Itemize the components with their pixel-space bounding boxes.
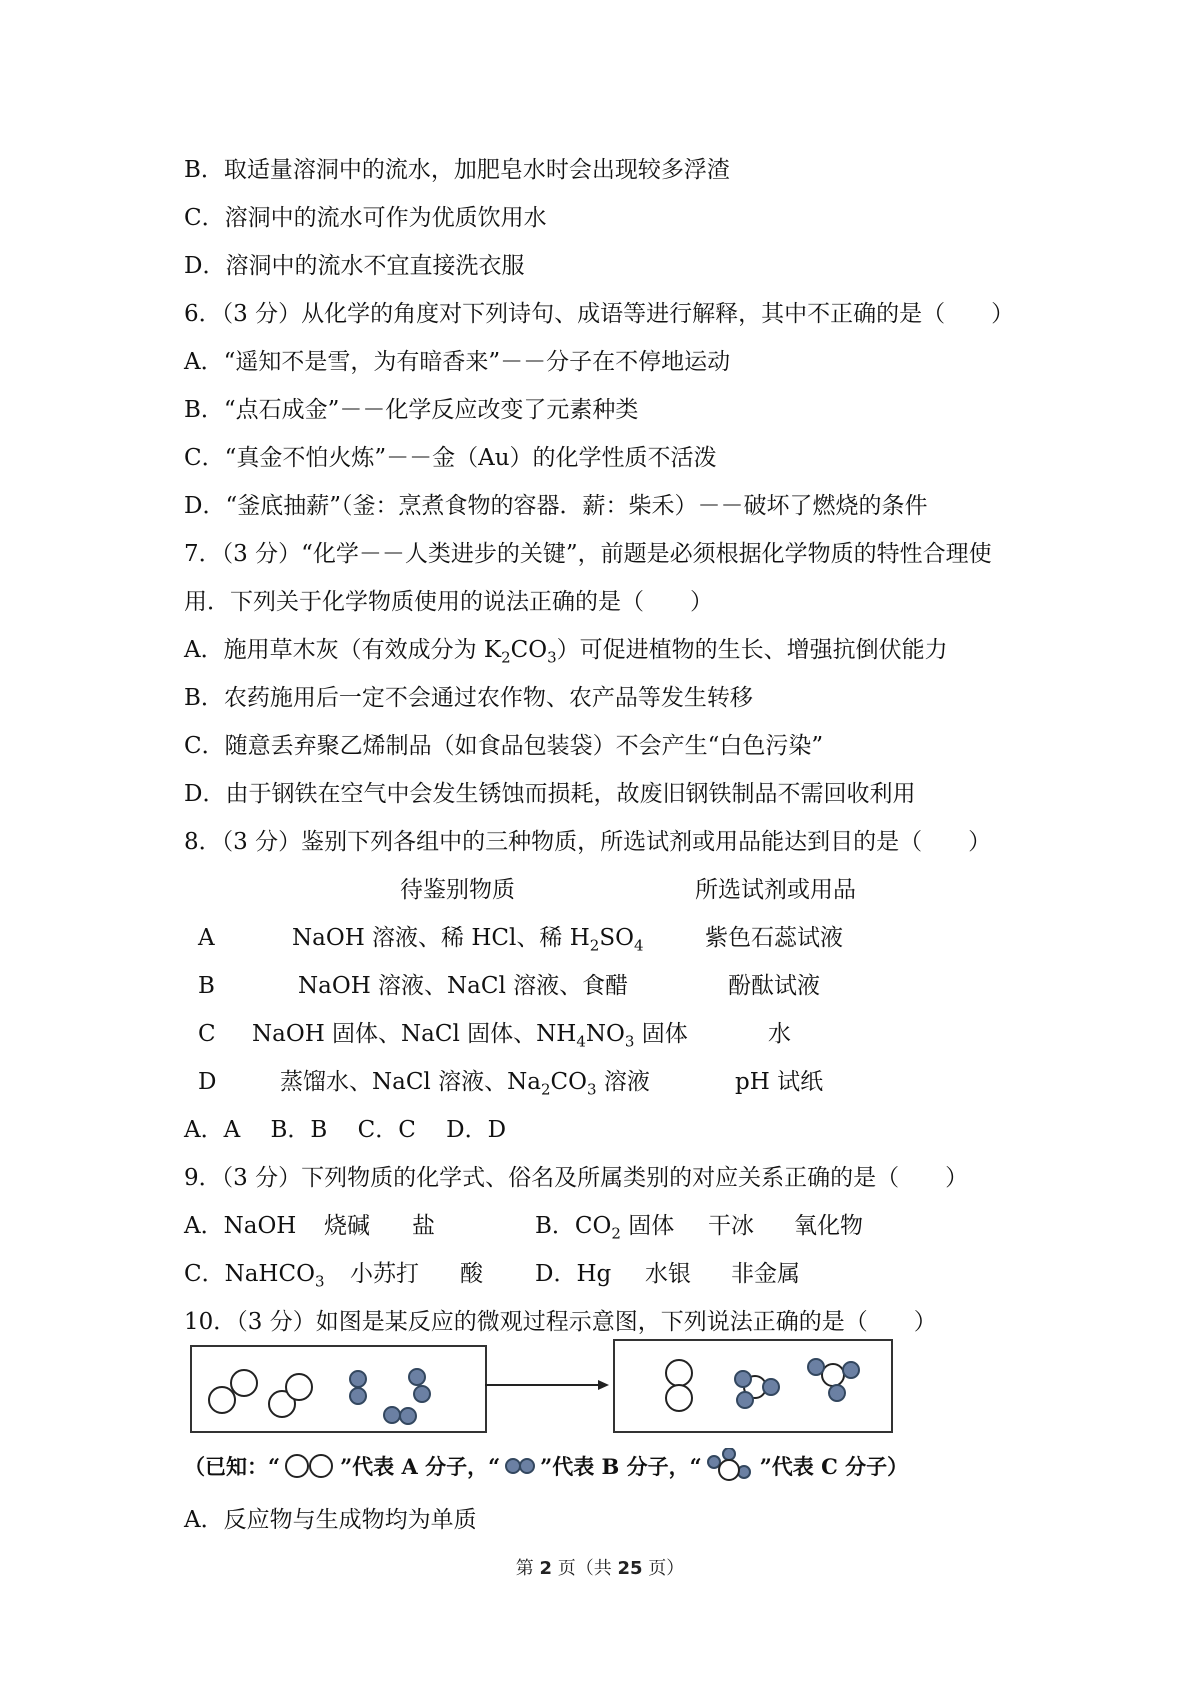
- q9-option-d-formula: D．Hg: [535, 1261, 612, 1287]
- q5-option-c: C．溶洞中的流水可作为优质饮用水: [184, 205, 547, 231]
- row-substances: NaOH 固体、NaCl 固体、$NH_4NO_3$ 固体: [252, 1021, 688, 1051]
- q6-option-c: C．“真金不怕火炼”－－金（Au）的化学性质不活泼: [184, 445, 717, 471]
- q5-option-d: D．溶洞中的流水不宜直接洗衣服: [184, 253, 525, 279]
- a-molecule-atom: [666, 1360, 692, 1386]
- row-substances: 蒸馏水、NaCl 溶液、$Na_2CO_3$ 溶液: [280, 1069, 650, 1099]
- q7-option-c: C．随意丢弃聚乙烯制品（如食品包装袋）不会产生“白色污染”: [184, 733, 824, 759]
- row-reagent: 酚酞试液: [728, 973, 820, 999]
- row-reagent: 紫色石蕊试液: [705, 925, 843, 951]
- page-total: 25: [617, 1558, 643, 1579]
- q9-option-c-class: 酸: [460, 1261, 483, 1287]
- q9-option-a-formula: A．NaOH: [184, 1213, 297, 1239]
- q9-option-d-class: 非金属: [731, 1261, 800, 1287]
- b-molecule-atom: [350, 1371, 366, 1387]
- c-molecule-outer-atom: [808, 1359, 824, 1375]
- q9-option-b-name: 干冰: [708, 1213, 754, 1239]
- header-reagent: 所选试剂或用品: [695, 877, 856, 903]
- q7-option-a: A．施用草木灰（有效成分为 $K_2CO_3$）可促进植物的生长、增强抗倒伏能力: [184, 637, 948, 667]
- row-label: C: [198, 1021, 216, 1047]
- b-molecule-atom: [409, 1369, 425, 1385]
- a-molecule-icon: [282, 1452, 338, 1480]
- row-label: B: [198, 973, 215, 999]
- q6-option-a: A．“遥知不是雪，为有暗香来”－－分子在不停地运动: [184, 349, 731, 375]
- b-molecule-atom: [350, 1388, 366, 1404]
- c-molecule-outer-atom: [735, 1371, 751, 1387]
- q7-option-b: B．农药施用后一定不会通过农作物、农产品等发生转移: [184, 685, 753, 711]
- products-box: [613, 1339, 893, 1433]
- q10-stem: 10．（3 分）如图是某反应的微观过程示意图，下列说法正确的是（ ）: [184, 1309, 937, 1335]
- row-label: A: [198, 925, 215, 951]
- page-footer: 第 2 页（共 25 页）: [515, 1558, 685, 1579]
- q7-option-d: D．由于钢铁在空气中会发生锈蚀而损耗，故废旧钢铁制品不需回收利用: [184, 781, 916, 807]
- q7-stem-line2: 用．下列关于化学物质使用的说法正确的是（ ）: [184, 589, 713, 615]
- q8-stem: 8．（3 分）鉴别下列各组中的三种物质，所选试剂或用品能达到目的是（ ）: [184, 829, 992, 855]
- q8-options: A．A B．B C．C D．D: [184, 1117, 507, 1143]
- c-molecule-outer-atom: [843, 1362, 859, 1378]
- products-molecules: [615, 1341, 891, 1431]
- q7-stem-line1: 7．（3 分）“化学－－人类进步的关键”，前题是必须根据化学物质的特性合理使: [184, 541, 992, 567]
- a-molecule-atom: [286, 1374, 312, 1400]
- a-molecule-atom: [666, 1385, 692, 1411]
- q5-option-b: B．取适量溶洞中的流水，加肥皂水时会出现较多浮渣: [184, 157, 730, 183]
- a-molecule-atom: [209, 1387, 235, 1413]
- c-molecule-center-atom: [822, 1364, 844, 1386]
- q6-stem: 6．（3 分）从化学的角度对下列诗句、成语等进行解释，其中不正确的是（ ）: [184, 301, 1015, 327]
- page-number: 2: [539, 1558, 552, 1579]
- q9-option-c-formula: C．NaHCO$_3$: [184, 1261, 325, 1291]
- q9-option-b-formula: B．$CO_2$ 固体: [535, 1213, 675, 1243]
- c-molecule-icon: [704, 1448, 758, 1484]
- reaction-arrow-icon: [483, 1370, 613, 1400]
- q10-option-a: A．反应物与生成物均为单质: [184, 1507, 477, 1533]
- c-molecule-outer-atom: [763, 1379, 779, 1395]
- b-molecule-atom: [400, 1408, 416, 1424]
- q9-option-c-name: 小苏打: [350, 1261, 419, 1287]
- reactants-box: [190, 1345, 487, 1433]
- reactants-molecules: [192, 1347, 485, 1431]
- row-reagent: pH 试纸: [735, 1069, 824, 1095]
- q9-option-a-name: 烧碱: [324, 1213, 370, 1239]
- row-reagent: 水: [768, 1021, 791, 1047]
- q6-option-d: D．“釜底抽薪”（釜：烹煮食物的容器．薪：柴禾）－－破坏了燃烧的条件: [184, 493, 928, 519]
- q9-option-d-name: 水银: [645, 1261, 691, 1287]
- q9-option-b-class: 氧化物: [794, 1213, 863, 1239]
- q6-option-b: B．“点石成金”－－化学反应改变了元素种类: [184, 397, 639, 423]
- a-molecule-atom: [231, 1370, 257, 1396]
- row-substances: NaOH 溶液、稀 HCl、稀 $H_2SO_4$: [292, 925, 644, 955]
- c-molecule-outer-atom: [737, 1392, 753, 1408]
- c-molecule-outer-atom: [829, 1385, 845, 1401]
- row-label: D: [198, 1069, 217, 1095]
- row-substances: NaOH 溶液、NaCl 溶液、食醋: [298, 973, 629, 999]
- b-molecule-icon: [502, 1452, 538, 1480]
- b-molecule-atom: [414, 1386, 430, 1402]
- q9-stem: 9．（3 分）下列物质的化学式、俗名及所属类别的对应关系正确的是（ ）: [184, 1165, 969, 1191]
- diagram-legend: （已知：“ ”代表 A 分子，“ ”代表 B 分子，“ ”代表 C 分子）: [184, 1448, 908, 1484]
- b-molecule-atom: [384, 1407, 400, 1423]
- q9-option-a-class: 盐: [412, 1213, 435, 1239]
- header-substances: 待鉴别物质: [400, 877, 515, 903]
